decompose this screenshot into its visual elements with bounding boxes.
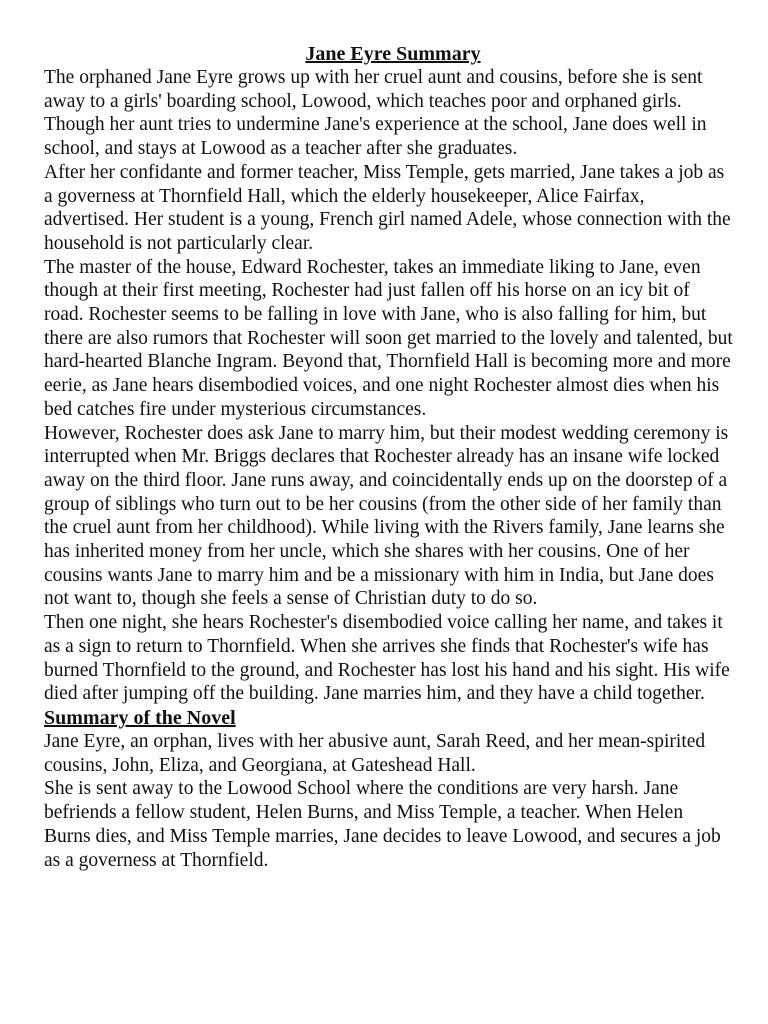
section-heading: Summary of the Novel [44,706,236,729]
novel-summary-paragraph-2: She is sent away to the Lowood School where the conditions are very harsh. Jane befriends a fellow student, Helen Burns, and Miss Temple, a teacher. When Helen Burns dies, and Miss Temple marries, Jane decides to leave Lowood, and secures a job as a governess at Thornfield. [44,778,721,871]
summary-paragraph-2: After her confidante and former teacher, Miss Temple, gets married, Jane takes a job as a governess at Thornfield Hall, which the elderly housekeeper, Alice Fairfax, advertised. Her student is a young, French girl named Adele, whose connection with the household is not particularly clear. [44,161,731,254]
summary-paragraph-5: Then one night, she hears Rochester's disembodied voice calling her name, and takes it as a sign to return to Thornfield. When she arrives she finds that Rochester's wife has burned Thornfield to the ground, and Rochester has lost his hand and his sight. His wife died after jumping off the building. Jane marries him, and they have a child together. [44,612,730,705]
document-title: Jane Eyre Summary [305,43,481,65]
summary-paragraph-4: However, Rochester does ask Jane to marry him, but their modest wedding ceremony is interrupted when Mr. Briggs declares that Rochester already has an insane wife locked away on the third floor. Jane runs away, and coincidentally ends up on the doorstep of a group of siblings who turn out to be her cousins (from the other side of her family than the cruel aunt from her childhood). While living with the Rivers family, Jane learns she has inherited money from her uncle, which she shares with her cousins. One of her cousins wants Jane to marry him and be a missionary with him in India, but Jane does not want to, though she feels a sense of Christian duty to do so. [44,422,729,610]
summary-paragraph-1: The orphaned Jane Eyre grows up with her cruel aunt and cousins, before she is sent away to a girls' boarding school, Lowood, which teaches poor and orphaned girls. Though her aunt tries to undermine Jane's experience at the school, Jane does well in school, and stays at Lowood as a teacher after she graduates. [44,67,707,160]
novel-summary-paragraph-1: Jane Eyre, an orphan, lives with her abusive aunt, Sarah Reed, and her mean-spirited cousins, John, Eliza, and Georgiana, at Gateshead Hall. [44,730,706,776]
document-page [44,42,734,872]
summary-paragraph-3: The master of the house, Edward Rochester, takes an immediate liking to Jane, even though at their first meeting, Rochester had just fallen off his horse on an icy bit of road. Rochester seems to be falling in love with Jane, who is also falling for him, but there are also rumors that Rochester will soon get married to the lovely and talented, but hard-hearted Blanche Ingram. Beyond that, Thornfield Hall is becoming more and more eerie, as Jane hears disembodied voices, and one night Rochester almost dies when his bed catches fire under mysterious circumstances. [44,256,733,420]
